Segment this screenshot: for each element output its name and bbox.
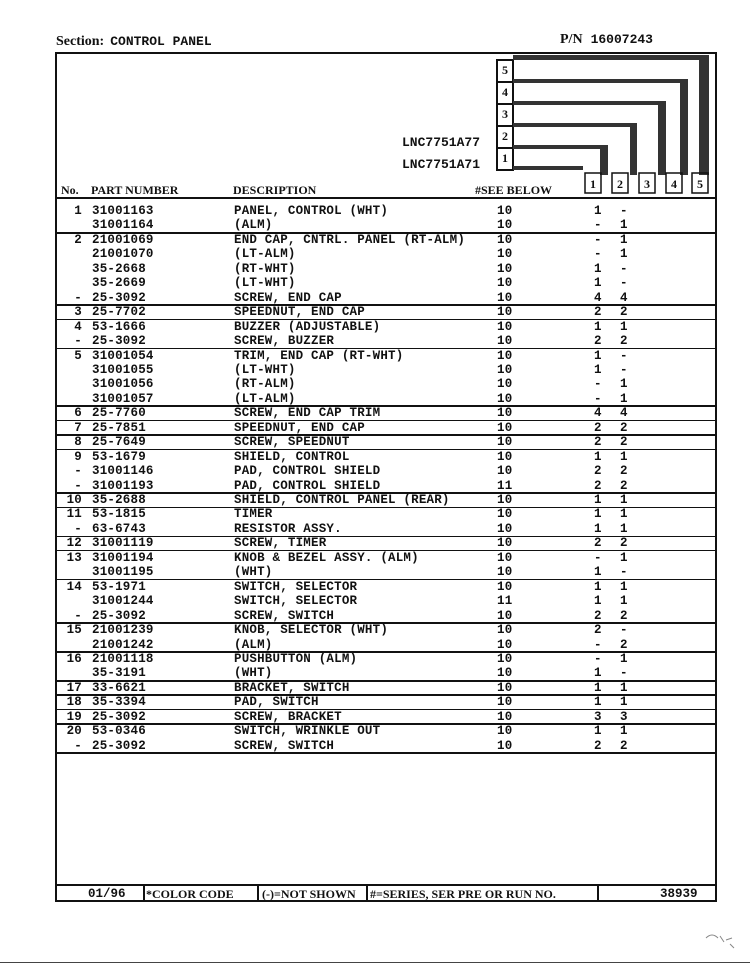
column-description: DESCRIPTION <box>233 183 317 197</box>
model-number-1: LNC7751A77 <box>402 135 481 150</box>
row-separator <box>55 680 717 682</box>
series-1-qty: 1 <box>594 666 602 681</box>
see-below: 10 <box>497 319 513 334</box>
row-number: 11 <box>66 507 82 522</box>
series-2-qty: - <box>620 565 628 580</box>
series-2-qty: 1 <box>620 232 628 247</box>
series-box-3: 3 <box>502 107 508 121</box>
footer-color-code: *COLOR CODE <box>146 887 234 901</box>
description: (ALM) <box>234 218 273 233</box>
part-number: 31001055 <box>92 362 154 377</box>
series-2-qty: 2 <box>620 464 628 479</box>
description: PANEL, CONTROL (WHT) <box>234 204 389 218</box>
footer-divider-2 <box>257 884 259 902</box>
series-2-qty: 1 <box>620 680 628 695</box>
column-series-3: 3 <box>644 177 650 191</box>
part-number: 21001070 <box>92 247 154 262</box>
row-number: 7 <box>74 420 82 435</box>
series-2-qty: 2 <box>620 738 628 753</box>
part-number: 31001194 <box>92 550 154 565</box>
see-below: 11 <box>497 478 513 493</box>
row-separator <box>55 420 717 422</box>
row-number: 19 <box>66 709 82 724</box>
description: SPEEDNUT, END CAP <box>234 305 365 320</box>
part-number: 53-1971 <box>92 579 146 594</box>
row-number: - <box>74 478 82 493</box>
row-separator <box>55 319 717 321</box>
column-series-5: 5 <box>697 177 703 191</box>
row-number: - <box>74 290 82 305</box>
footer-page-number: 38939 <box>660 887 698 901</box>
part-number: 21001069 <box>92 232 154 247</box>
see-below: 10 <box>497 377 513 392</box>
series-1-qty: 2 <box>594 536 602 551</box>
series-1-qty: 3 <box>594 709 602 724</box>
series-2-qty: 1 <box>620 449 628 464</box>
scan-mark <box>700 928 740 952</box>
part-number: 25-7702 <box>92 305 146 320</box>
part-number: 25-7760 <box>92 406 146 421</box>
row-number: 20 <box>66 724 82 739</box>
row-number: - <box>74 608 82 623</box>
description: KNOB & BEZEL ASSY. (ALM) <box>234 550 419 565</box>
series-2-qty: - <box>620 623 628 638</box>
series-1-qty: 1 <box>594 204 602 218</box>
part-number: 21001242 <box>92 637 154 652</box>
see-below: 10 <box>497 565 513 580</box>
see-below: 10 <box>497 218 513 233</box>
row-number: 1 <box>74 204 82 218</box>
series-1-qty: 2 <box>594 738 602 753</box>
see-below: 10 <box>497 623 513 638</box>
series-2-qty: - <box>620 348 628 363</box>
part-number: 21001118 <box>92 651 154 666</box>
description: RESISTOR ASSY. <box>234 521 342 536</box>
see-below: 10 <box>497 449 513 464</box>
footer-series-note: #=SERIES, SER PRE OR RUN NO. <box>370 887 556 901</box>
row-separator <box>55 536 717 538</box>
part-number: 35-2668 <box>92 261 146 276</box>
column-part-number: PART NUMBER <box>91 183 179 197</box>
description: SWITCH, WRINKLE OUT <box>234 724 381 739</box>
description: TIMER <box>234 507 273 522</box>
part-number: 25-3092 <box>92 290 146 305</box>
description: SCREW, END CAP TRIM <box>234 406 381 421</box>
pn-value: 16007243 <box>590 32 653 47</box>
part-number: 31001164 <box>92 218 154 233</box>
part-number: 53-1666 <box>92 319 146 334</box>
see-below: 10 <box>497 435 513 450</box>
row-separator <box>55 507 717 509</box>
see-below: 10 <box>497 695 513 710</box>
series-2-qty: 1 <box>620 550 628 565</box>
see-below: 10 <box>497 637 513 652</box>
series-1-qty: 1 <box>594 724 602 739</box>
description: SCREW, BUZZER <box>234 334 335 349</box>
series-1-qty: 1 <box>594 680 602 695</box>
row-separator <box>55 579 717 581</box>
series-1-qty: - <box>594 218 602 233</box>
series-1-qty: 2 <box>594 608 602 623</box>
part-number: 31001054 <box>92 348 154 363</box>
row-number: 6 <box>74 406 82 421</box>
description: PAD, CONTROL SHIELD <box>234 464 381 479</box>
part-number: 35-3394 <box>92 695 146 710</box>
description: TRIM, END CAP (RT-WHT) <box>234 348 404 363</box>
series-2-qty: 2 <box>620 536 628 551</box>
series-2-qty: - <box>620 276 628 291</box>
row-number: 12 <box>66 536 82 551</box>
part-number: 25-3092 <box>92 608 146 623</box>
row-number: 3 <box>74 305 82 320</box>
series-2-qty: 1 <box>620 507 628 522</box>
part-number: 31001193 <box>92 478 154 493</box>
row-separator <box>55 434 717 436</box>
series-2-qty: 2 <box>620 435 628 450</box>
series-2-qty: 1 <box>620 521 628 536</box>
row-number: 16 <box>66 651 82 666</box>
part-number: 33-6621 <box>92 680 146 695</box>
series-2-qty: 1 <box>620 579 628 594</box>
series-2-qty: 1 <box>620 391 628 406</box>
series-1-qty: - <box>594 232 602 247</box>
series-1-qty: 1 <box>594 493 602 507</box>
series-2-qty: 3 <box>620 709 628 724</box>
see-below: 10 <box>497 276 513 291</box>
series-1-qty: - <box>594 391 602 406</box>
footer-date: 01/96 <box>88 887 126 901</box>
series-1-qty: 1 <box>594 521 602 536</box>
footer-divider-4 <box>597 884 599 902</box>
series-box-5: 5 <box>502 63 508 77</box>
series-box-1: 1 <box>502 151 508 165</box>
series-1-qty: 1 <box>594 507 602 522</box>
series-2-qty: - <box>620 666 628 681</box>
series-2-qty: 1 <box>620 651 628 666</box>
part-number: 21001239 <box>92 623 154 638</box>
part-number: 35-2688 <box>92 493 146 507</box>
series-1-qty: - <box>594 247 602 262</box>
description: SCREW, TIMER <box>234 536 327 551</box>
section-label: Section: <box>56 34 105 49</box>
see-below: 10 <box>497 651 513 666</box>
part-number: 35-3191 <box>92 666 146 681</box>
series-1-qty: 2 <box>594 623 602 638</box>
series-2-qty: 2 <box>620 637 628 652</box>
series-1-qty: 2 <box>594 420 602 435</box>
see-below: 10 <box>497 406 513 421</box>
part-number: 31001163 <box>92 204 154 218</box>
series-1-qty: - <box>594 550 602 565</box>
part-number: 35-2669 <box>92 276 146 291</box>
description: PUSHBUTTON (ALM) <box>234 651 358 666</box>
part-number: 31001057 <box>92 391 154 406</box>
column-no: No. <box>61 183 79 197</box>
description: (LT-ALM) <box>234 247 296 262</box>
description: PAD, SWITCH <box>234 695 319 710</box>
series-2-qty: 1 <box>620 724 628 739</box>
see-below: 10 <box>497 493 513 507</box>
row-number: 2 <box>74 232 82 247</box>
description: (LT-WHT) <box>234 276 296 291</box>
row-number: 5 <box>74 348 82 363</box>
series-2-qty: 2 <box>620 305 628 320</box>
row-number: - <box>74 464 82 479</box>
description: SCREW, SWITCH <box>234 608 335 623</box>
series-1-qty: - <box>594 377 602 392</box>
series-2-qty: - <box>620 261 628 276</box>
see-below: 10 <box>497 204 513 218</box>
series-1-qty: 1 <box>594 362 602 377</box>
series-1-qty: 1 <box>594 594 602 609</box>
series-2-qty: 1 <box>620 218 628 233</box>
description: SHIELD, CONTROL <box>234 449 350 464</box>
see-below: 10 <box>497 232 513 247</box>
description: KNOB, SELECTOR (WHT) <box>234 623 389 638</box>
see-below: 10 <box>497 507 513 522</box>
series-2-qty: 1 <box>620 377 628 392</box>
description: (WHT) <box>234 666 273 681</box>
model-number-2: LNC7751A71 <box>402 157 481 172</box>
row-number: - <box>74 738 82 753</box>
row-number: - <box>74 521 82 536</box>
see-below: 10 <box>497 536 513 551</box>
part-number: 31001195 <box>92 565 154 580</box>
row-number: 4 <box>74 319 82 334</box>
see-below: 10 <box>497 521 513 536</box>
see-below: 10 <box>497 290 513 305</box>
description: (RT-ALM) <box>234 377 296 392</box>
see-below: 10 <box>497 738 513 753</box>
series-box-4: 4 <box>502 85 508 99</box>
series-2-qty: 4 <box>620 406 628 421</box>
series-2-qty: 2 <box>620 420 628 435</box>
series-2-qty: 1 <box>620 247 628 262</box>
description: SCREW, BRACKET <box>234 709 342 724</box>
description: SCREW, END CAP <box>234 290 342 305</box>
description: (LT-WHT) <box>234 362 296 377</box>
see-below: 10 <box>497 420 513 435</box>
see-below: 10 <box>497 550 513 565</box>
description: (ALM) <box>234 637 273 652</box>
see-below: 10 <box>497 464 513 479</box>
part-number: 31001146 <box>92 464 154 479</box>
description: (WHT) <box>234 565 273 580</box>
series-1-qty: 2 <box>594 478 602 493</box>
description: BRACKET, SWITCH <box>234 680 350 695</box>
see-below: 10 <box>497 579 513 594</box>
row-number: 13 <box>66 550 82 565</box>
series-2-qty: 1 <box>620 695 628 710</box>
part-number: 25-3092 <box>92 334 146 349</box>
series-2-qty: - <box>620 204 628 218</box>
see-below: 10 <box>497 362 513 377</box>
row-separator <box>55 651 717 653</box>
see-below: 10 <box>497 334 513 349</box>
series-1-qty: 4 <box>594 406 602 421</box>
row-number: 17 <box>66 680 82 695</box>
row-separator <box>55 694 717 696</box>
series-1-qty: 1 <box>594 276 602 291</box>
description: SPEEDNUT, END CAP <box>234 420 365 435</box>
series-1-qty: 2 <box>594 435 602 450</box>
pn-label: P/N <box>560 32 583 47</box>
series-1-qty: 1 <box>594 449 602 464</box>
row-separator <box>55 405 717 407</box>
footer-top-rule <box>55 884 717 886</box>
description: SCREW, SWITCH <box>234 738 335 753</box>
series-1-qty: 2 <box>594 334 602 349</box>
row-separator <box>55 709 717 711</box>
description: SWITCH, SELECTOR <box>234 579 358 594</box>
see-below: 10 <box>497 724 513 739</box>
series-2-qty: 1 <box>620 594 628 609</box>
series-2-qty: 4 <box>620 290 628 305</box>
series-1-qty: 2 <box>594 464 602 479</box>
row-number: 9 <box>74 449 82 464</box>
column-see-below: #SEE BELOW <box>475 183 553 197</box>
series-2-qty: 1 <box>620 319 628 334</box>
series-1-qty: 1 <box>594 319 602 334</box>
see-below: 10 <box>497 608 513 623</box>
row-number: 18 <box>66 695 82 710</box>
series-1-qty: - <box>594 637 602 652</box>
part-number: 25-3092 <box>92 709 146 724</box>
see-below: 10 <box>497 391 513 406</box>
see-below: 11 <box>497 594 513 609</box>
series-1-qty: 4 <box>594 290 602 305</box>
see-below: 10 <box>497 666 513 681</box>
description: (RT-WHT) <box>234 261 296 276</box>
see-below: 10 <box>497 348 513 363</box>
part-number: 31001056 <box>92 377 154 392</box>
row-separator <box>55 304 717 306</box>
part-number: 31001119 <box>92 536 154 551</box>
row-number: 10 <box>66 493 82 507</box>
series-1-qty: - <box>594 651 602 666</box>
description: PAD, CONTROL SHIELD <box>234 478 381 493</box>
series-2-qty: 2 <box>620 334 628 349</box>
see-below: 10 <box>497 247 513 262</box>
part-number: 25-7851 <box>92 420 146 435</box>
part-number: 53-1815 <box>92 507 146 522</box>
row-number: 14 <box>66 579 82 594</box>
section-value: CONTROL PANEL <box>110 34 212 49</box>
part-number: 53-0346 <box>92 724 146 739</box>
part-number: 53-1679 <box>92 449 146 464</box>
description: END CAP, CNTRL. PANEL (RT-ALM) <box>234 232 466 247</box>
row-number: 8 <box>74 435 82 450</box>
series-2-qty: 2 <box>620 608 628 623</box>
part-number: 25-3092 <box>92 738 146 753</box>
footer-divider-3 <box>366 884 368 902</box>
series-2-qty: - <box>620 362 628 377</box>
series-1-qty: 1 <box>594 579 602 594</box>
description: BUZZER (ADJUSTABLE) <box>234 319 381 334</box>
part-number: 31001244 <box>92 594 154 609</box>
part-number: 25-7649 <box>92 435 146 450</box>
description: SHIELD, CONTROL PANEL (REAR) <box>234 493 450 507</box>
row-number: 15 <box>66 623 82 638</box>
series-2-qty: 1 <box>620 493 628 507</box>
description: (LT-ALM) <box>234 391 296 406</box>
row-separator <box>55 723 717 725</box>
description: SCREW, SPEEDNUT <box>234 435 350 450</box>
footer-divider-1 <box>143 884 145 902</box>
row-separator <box>55 449 717 451</box>
series-1-qty: 1 <box>594 565 602 580</box>
series-1-qty: 1 <box>594 695 602 710</box>
series-1-qty: 2 <box>594 305 602 320</box>
footer-not-shown: (-)=NOT SHOWN <box>262 887 356 901</box>
part-number: 63-6743 <box>92 521 146 536</box>
column-series-2: 2 <box>617 177 623 191</box>
see-below: 10 <box>497 709 513 724</box>
series-1-qty: 1 <box>594 348 602 363</box>
description: SWITCH, SELECTOR <box>234 594 358 609</box>
row-separator <box>55 752 717 754</box>
see-below: 10 <box>497 261 513 276</box>
column-series-1: 1 <box>590 177 596 191</box>
row-number: - <box>74 334 82 349</box>
see-below: 10 <box>497 305 513 320</box>
column-series-4: 4 <box>671 177 677 191</box>
bottom-scan-rule <box>0 962 750 963</box>
series-1-qty: 1 <box>594 261 602 276</box>
series-box-2: 2 <box>502 129 508 143</box>
series-2-qty: 2 <box>620 478 628 493</box>
see-below: 10 <box>497 680 513 695</box>
